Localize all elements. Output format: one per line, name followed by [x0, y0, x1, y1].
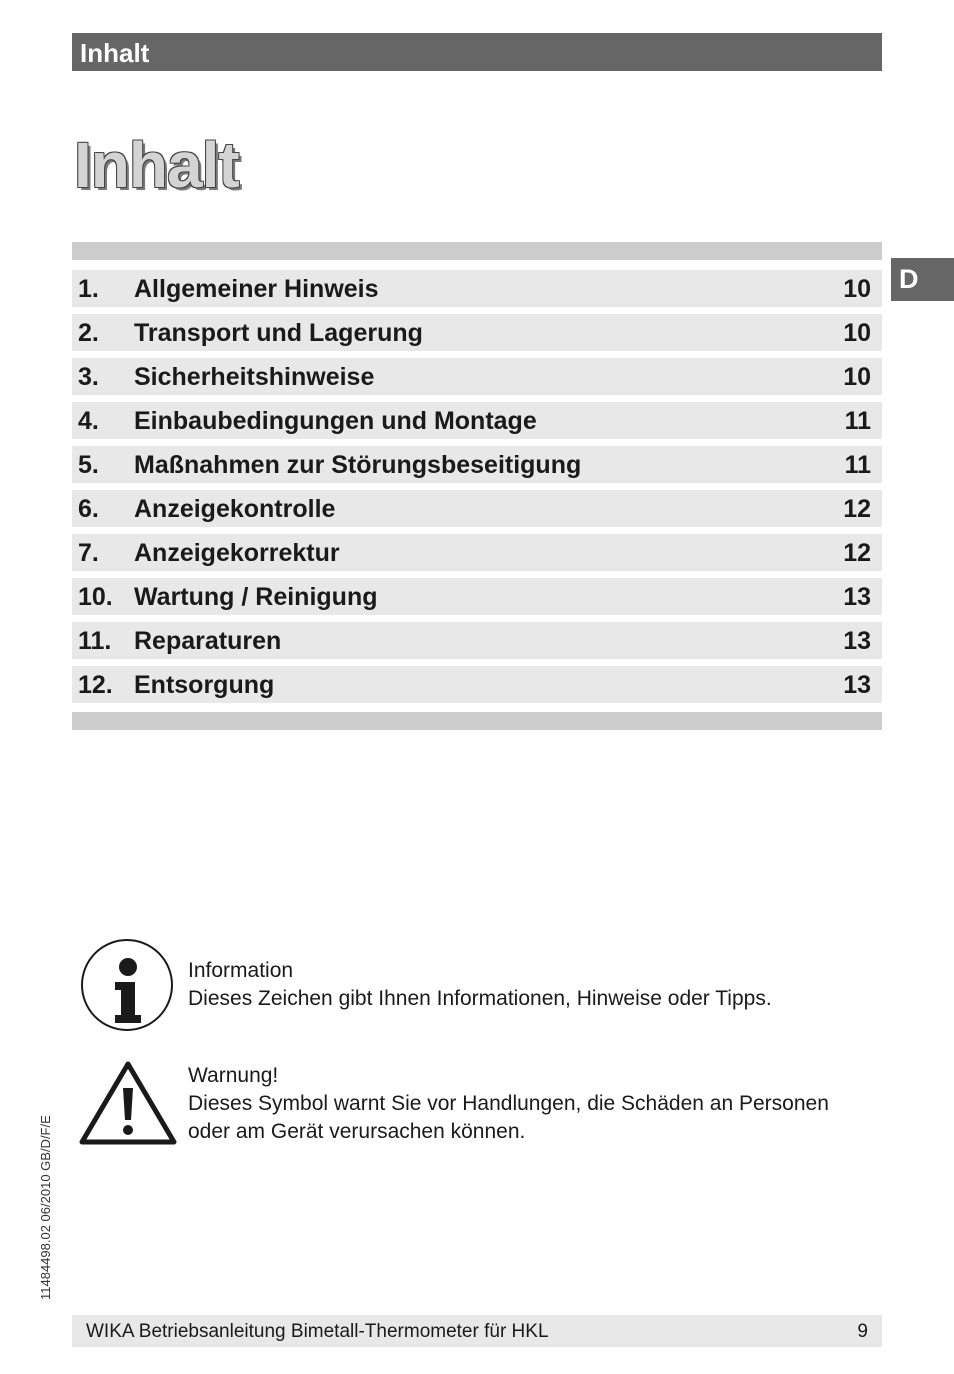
toc-page: 12	[843, 539, 871, 567]
toc-number: 11.	[78, 627, 112, 655]
toc-row[interactable]	[72, 666, 882, 703]
toc-row[interactable]	[72, 534, 882, 571]
toc-number: 7.	[78, 539, 99, 567]
toc-row[interactable]	[72, 622, 882, 659]
toc-title: Maßnahmen zur Störungsbeseitigung	[134, 451, 582, 479]
toc-page: 13	[843, 583, 871, 611]
toc-page: 10	[843, 319, 871, 347]
toc-number: 2.	[78, 319, 99, 347]
toc-number: 12.	[78, 671, 113, 699]
warning-notice-text	[188, 1062, 888, 1146]
page-title: Inhalt	[74, 129, 239, 201]
toc-title: Entsorgung	[134, 671, 275, 699]
warning-triangle-icon	[78, 1060, 178, 1151]
toc-row[interactable]	[72, 270, 882, 307]
toc-row[interactable]	[72, 490, 882, 527]
toc-row[interactable]	[72, 578, 882, 615]
info-notice-text	[188, 957, 888, 1013]
toc-number: 6.	[78, 495, 99, 523]
toc-title: Wartung / Reinigung	[134, 583, 378, 611]
language-tab-label: D	[899, 264, 919, 294]
section-header-title: Inhalt	[80, 38, 150, 68]
toc-number: 1.	[78, 275, 99, 303]
toc-title: Anzeigekontrolle	[134, 495, 336, 523]
toc-number: 3.	[78, 363, 99, 391]
toc-title: Allgemeiner Hinweis	[134, 275, 379, 303]
toc-number: 5.	[78, 451, 99, 479]
toc-row[interactable]	[72, 446, 882, 483]
page-number: 9	[857, 1321, 868, 1342]
toc-page: 12	[843, 495, 871, 523]
toc-page: 10	[843, 275, 871, 303]
toc-page: 11	[844, 407, 871, 435]
info-heading: Information	[188, 959, 294, 982]
warning-body-line1: Dieses Symbol warnt Sie vor Handlungen, die Schäden an Personen	[188, 1092, 829, 1115]
info-icon	[78, 937, 176, 1040]
info-body: Dieses Zeichen gibt Ihnen Informationen, Hinweise oder Tipps.	[188, 987, 772, 1010]
toc-top-rule	[72, 242, 882, 260]
table-of-contents	[72, 270, 882, 710]
warning-heading: Warnung!	[188, 1064, 279, 1087]
section-header-bar	[72, 33, 882, 71]
footer-bar	[72, 1315, 882, 1347]
toc-page: 13	[843, 671, 871, 699]
toc-title: Anzeigekorrektur	[134, 539, 340, 567]
footer-text: WIKA Betriebsanleitung Bimetall-Thermometer für HKL	[86, 1321, 549, 1342]
toc-page: 11	[844, 451, 871, 479]
toc-title: Sicherheitshinweise	[134, 363, 375, 391]
toc-page: 10	[843, 363, 871, 391]
document-code: 11484498.02 06/2010 GB/D/F/E	[38, 1115, 53, 1300]
toc-row[interactable]	[72, 314, 882, 351]
toc-page: 13	[843, 627, 871, 655]
toc-row[interactable]	[72, 358, 882, 395]
warning-body-line2: oder am Gerät verursachen können.	[188, 1120, 526, 1143]
toc-title: Transport und Lagerung	[134, 319, 423, 347]
toc-number: 4.	[78, 407, 99, 435]
toc-title: Reparaturen	[134, 627, 282, 655]
toc-bottom-rule	[72, 712, 882, 730]
toc-title: Einbaubedingungen und Montage	[134, 407, 537, 435]
language-tab	[891, 258, 954, 301]
toc-row[interactable]	[72, 402, 882, 439]
toc-number: 10.	[78, 583, 113, 611]
